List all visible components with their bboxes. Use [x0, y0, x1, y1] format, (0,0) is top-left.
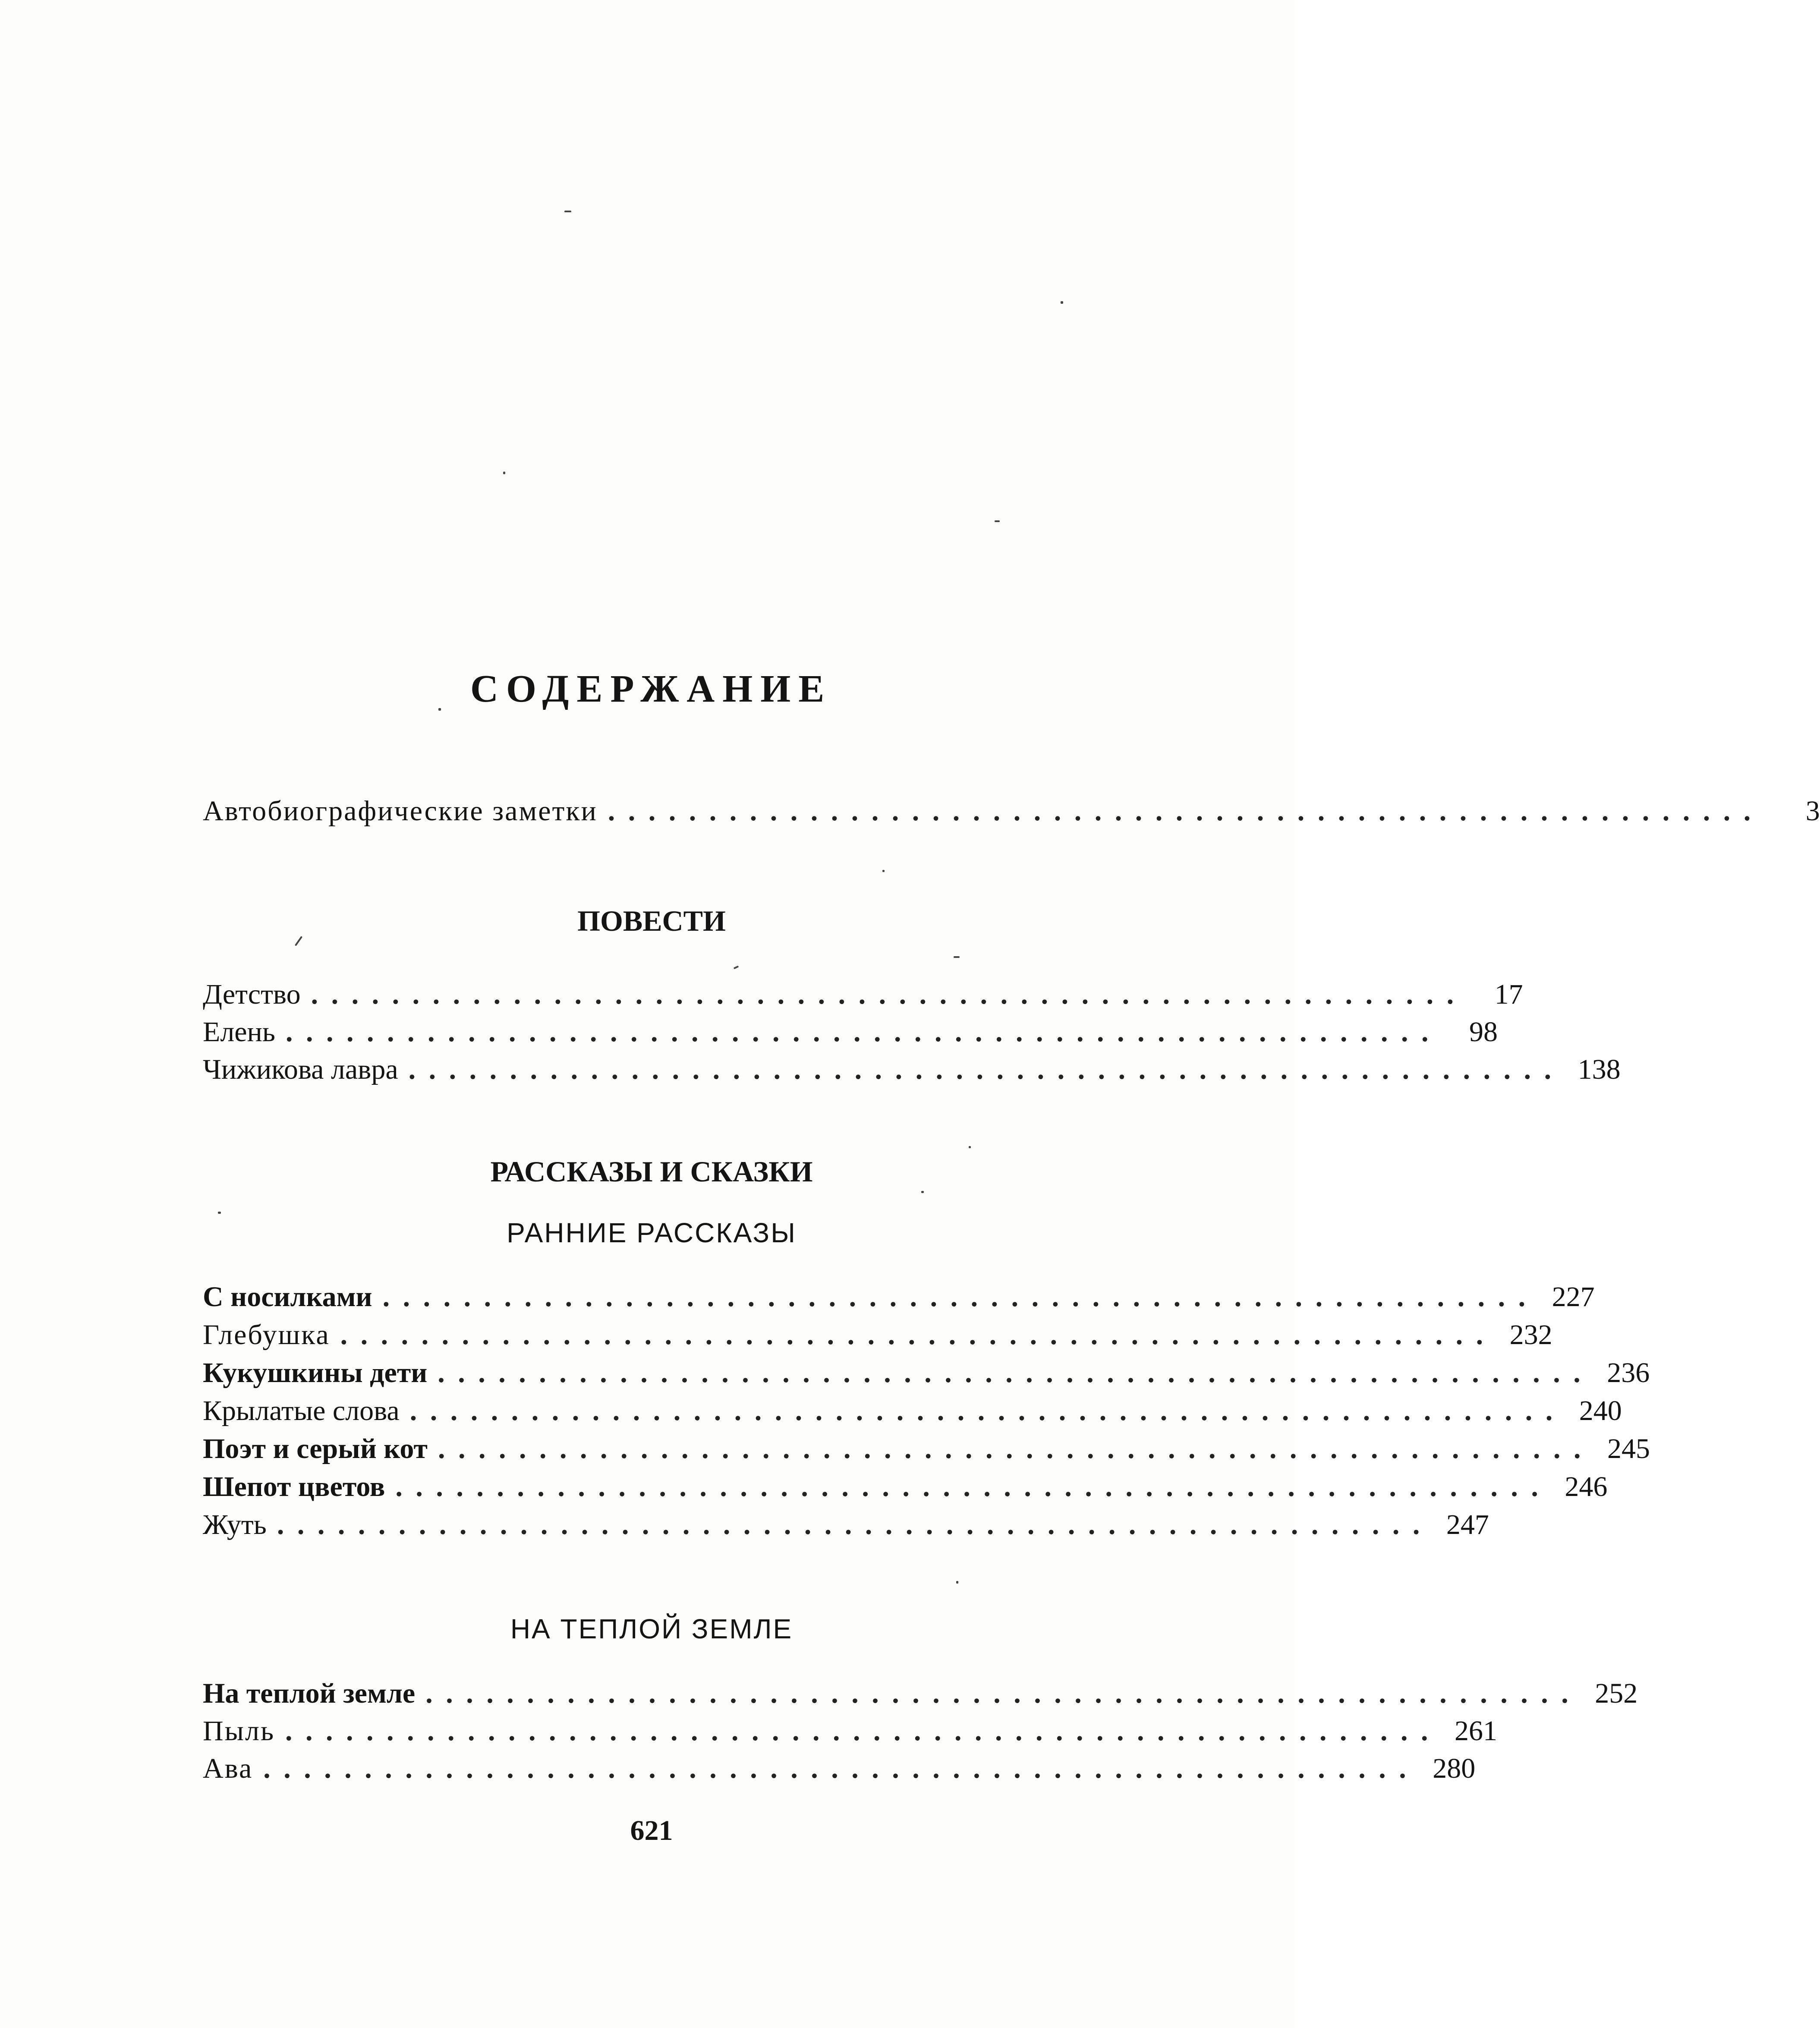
page-number: 621: [630, 1815, 673, 1846]
toc-entry-page: 261: [1455, 1715, 1498, 1747]
subsection-heading: РАННИЕ РАССКАЗЫ: [507, 1217, 797, 1248]
toc-entry-label: Жуть: [203, 1509, 267, 1540]
toc-entry-label: Кукушкины дети: [203, 1357, 428, 1389]
toc-entry-page: 240: [1579, 1395, 1622, 1427]
toc-entry: [203, 794, 1820, 828]
toc-entry-page: 138: [1578, 1054, 1621, 1085]
print-speck: [956, 1581, 958, 1584]
dot-leader: .........................................................: [438, 1433, 1594, 1464]
toc-entry-label: Пыль: [203, 1715, 275, 1747]
toc-entry-label: Чижикова лавра: [203, 1054, 398, 1085]
toc-entry-page: 246: [1565, 1471, 1608, 1502]
section-heading: НА ТЕПЛОЙ ЗЕМЛЕ: [510, 1613, 793, 1644]
section-heading: РАССКАЗЫ И СКАЗКИ: [490, 1155, 813, 1188]
dot-leader: .........................................................: [408, 1054, 1565, 1085]
toc-entry: [203, 1015, 1498, 1049]
dot-leader: .........................................................: [277, 1509, 1433, 1540]
print-speck: [734, 966, 739, 970]
toc-entry: [203, 1280, 1595, 1314]
dot-leader: .........................................................: [263, 1753, 1420, 1784]
print-speck: [921, 1191, 924, 1193]
dot-leader: .........................................................: [285, 1016, 1442, 1048]
dot-leader: .........................................................: [608, 795, 1764, 827]
dot-leader: .........................................................: [382, 1281, 1539, 1313]
print-speck: [995, 520, 1000, 522]
toc-entry-label: На теплой земле: [203, 1678, 416, 1709]
page-title: СОДЕРЖАНИЕ: [470, 668, 832, 710]
toc-entry: [203, 1356, 1650, 1390]
toc-entry-label: Детство: [203, 979, 301, 1010]
toc-entry-page: 236: [1607, 1357, 1650, 1389]
toc-entry: [203, 1676, 1638, 1711]
toc-entry-label: Ава: [203, 1753, 253, 1784]
toc-entry-label: Шепот цветов: [203, 1471, 385, 1502]
toc-entry: [203, 1470, 1608, 1504]
toc-entry: [203, 1394, 1622, 1428]
toc-entry-page: 3: [1805, 795, 1820, 827]
dot-leader: .........................................................: [425, 1678, 1582, 1709]
toc-entry-page: 252: [1595, 1678, 1638, 1709]
dot-leader: .........................................................: [409, 1395, 1566, 1427]
toc-entry-label: Елень: [203, 1016, 275, 1048]
print-speck: [882, 870, 885, 872]
print-speck: [954, 956, 960, 958]
toc-entry-label: Крылатые слова: [203, 1395, 400, 1427]
print-speck: [1061, 301, 1063, 304]
print-speck: [218, 1212, 221, 1214]
toc-entry: [203, 1432, 1650, 1466]
toc-entry-label: Поэт и серый кот: [203, 1433, 428, 1464]
toc-entry-page: 232: [1509, 1319, 1552, 1351]
dot-leader: .........................................................: [438, 1357, 1594, 1389]
toc-entry: [203, 1714, 1498, 1748]
toc-entry: [203, 1052, 1621, 1087]
dot-leader: .........................................................: [395, 1471, 1552, 1502]
toc-entry: [203, 1508, 1489, 1542]
toc-entry-page: 98: [1469, 1016, 1498, 1048]
dot-leader: .........................................................: [311, 979, 1467, 1010]
toc-entry-label: С носилками: [203, 1281, 372, 1313]
toc-entry: [203, 977, 1523, 1012]
print-speck: [438, 708, 441, 711]
print-speck: [564, 211, 571, 212]
toc-entry-page: 227: [1552, 1281, 1595, 1313]
toc-entry-page: 247: [1446, 1509, 1489, 1540]
toc-entry-page: 245: [1607, 1433, 1650, 1464]
print-speck: [503, 472, 505, 474]
dot-leader: .........................................................: [340, 1319, 1496, 1351]
toc-entry: [203, 1318, 1552, 1352]
toc-entry-label: Автобиографические заметки: [203, 795, 598, 827]
toc-entry-page: 17: [1494, 979, 1523, 1010]
toc-entry: [203, 1751, 1476, 1786]
toc-entry-label: Глебушка: [203, 1319, 330, 1351]
toc-entry-page: 280: [1433, 1753, 1476, 1784]
dot-leader: .........................................................: [285, 1715, 1442, 1747]
section-heading: ПОВЕСТИ: [577, 904, 726, 937]
print-speck: [969, 1146, 971, 1148]
